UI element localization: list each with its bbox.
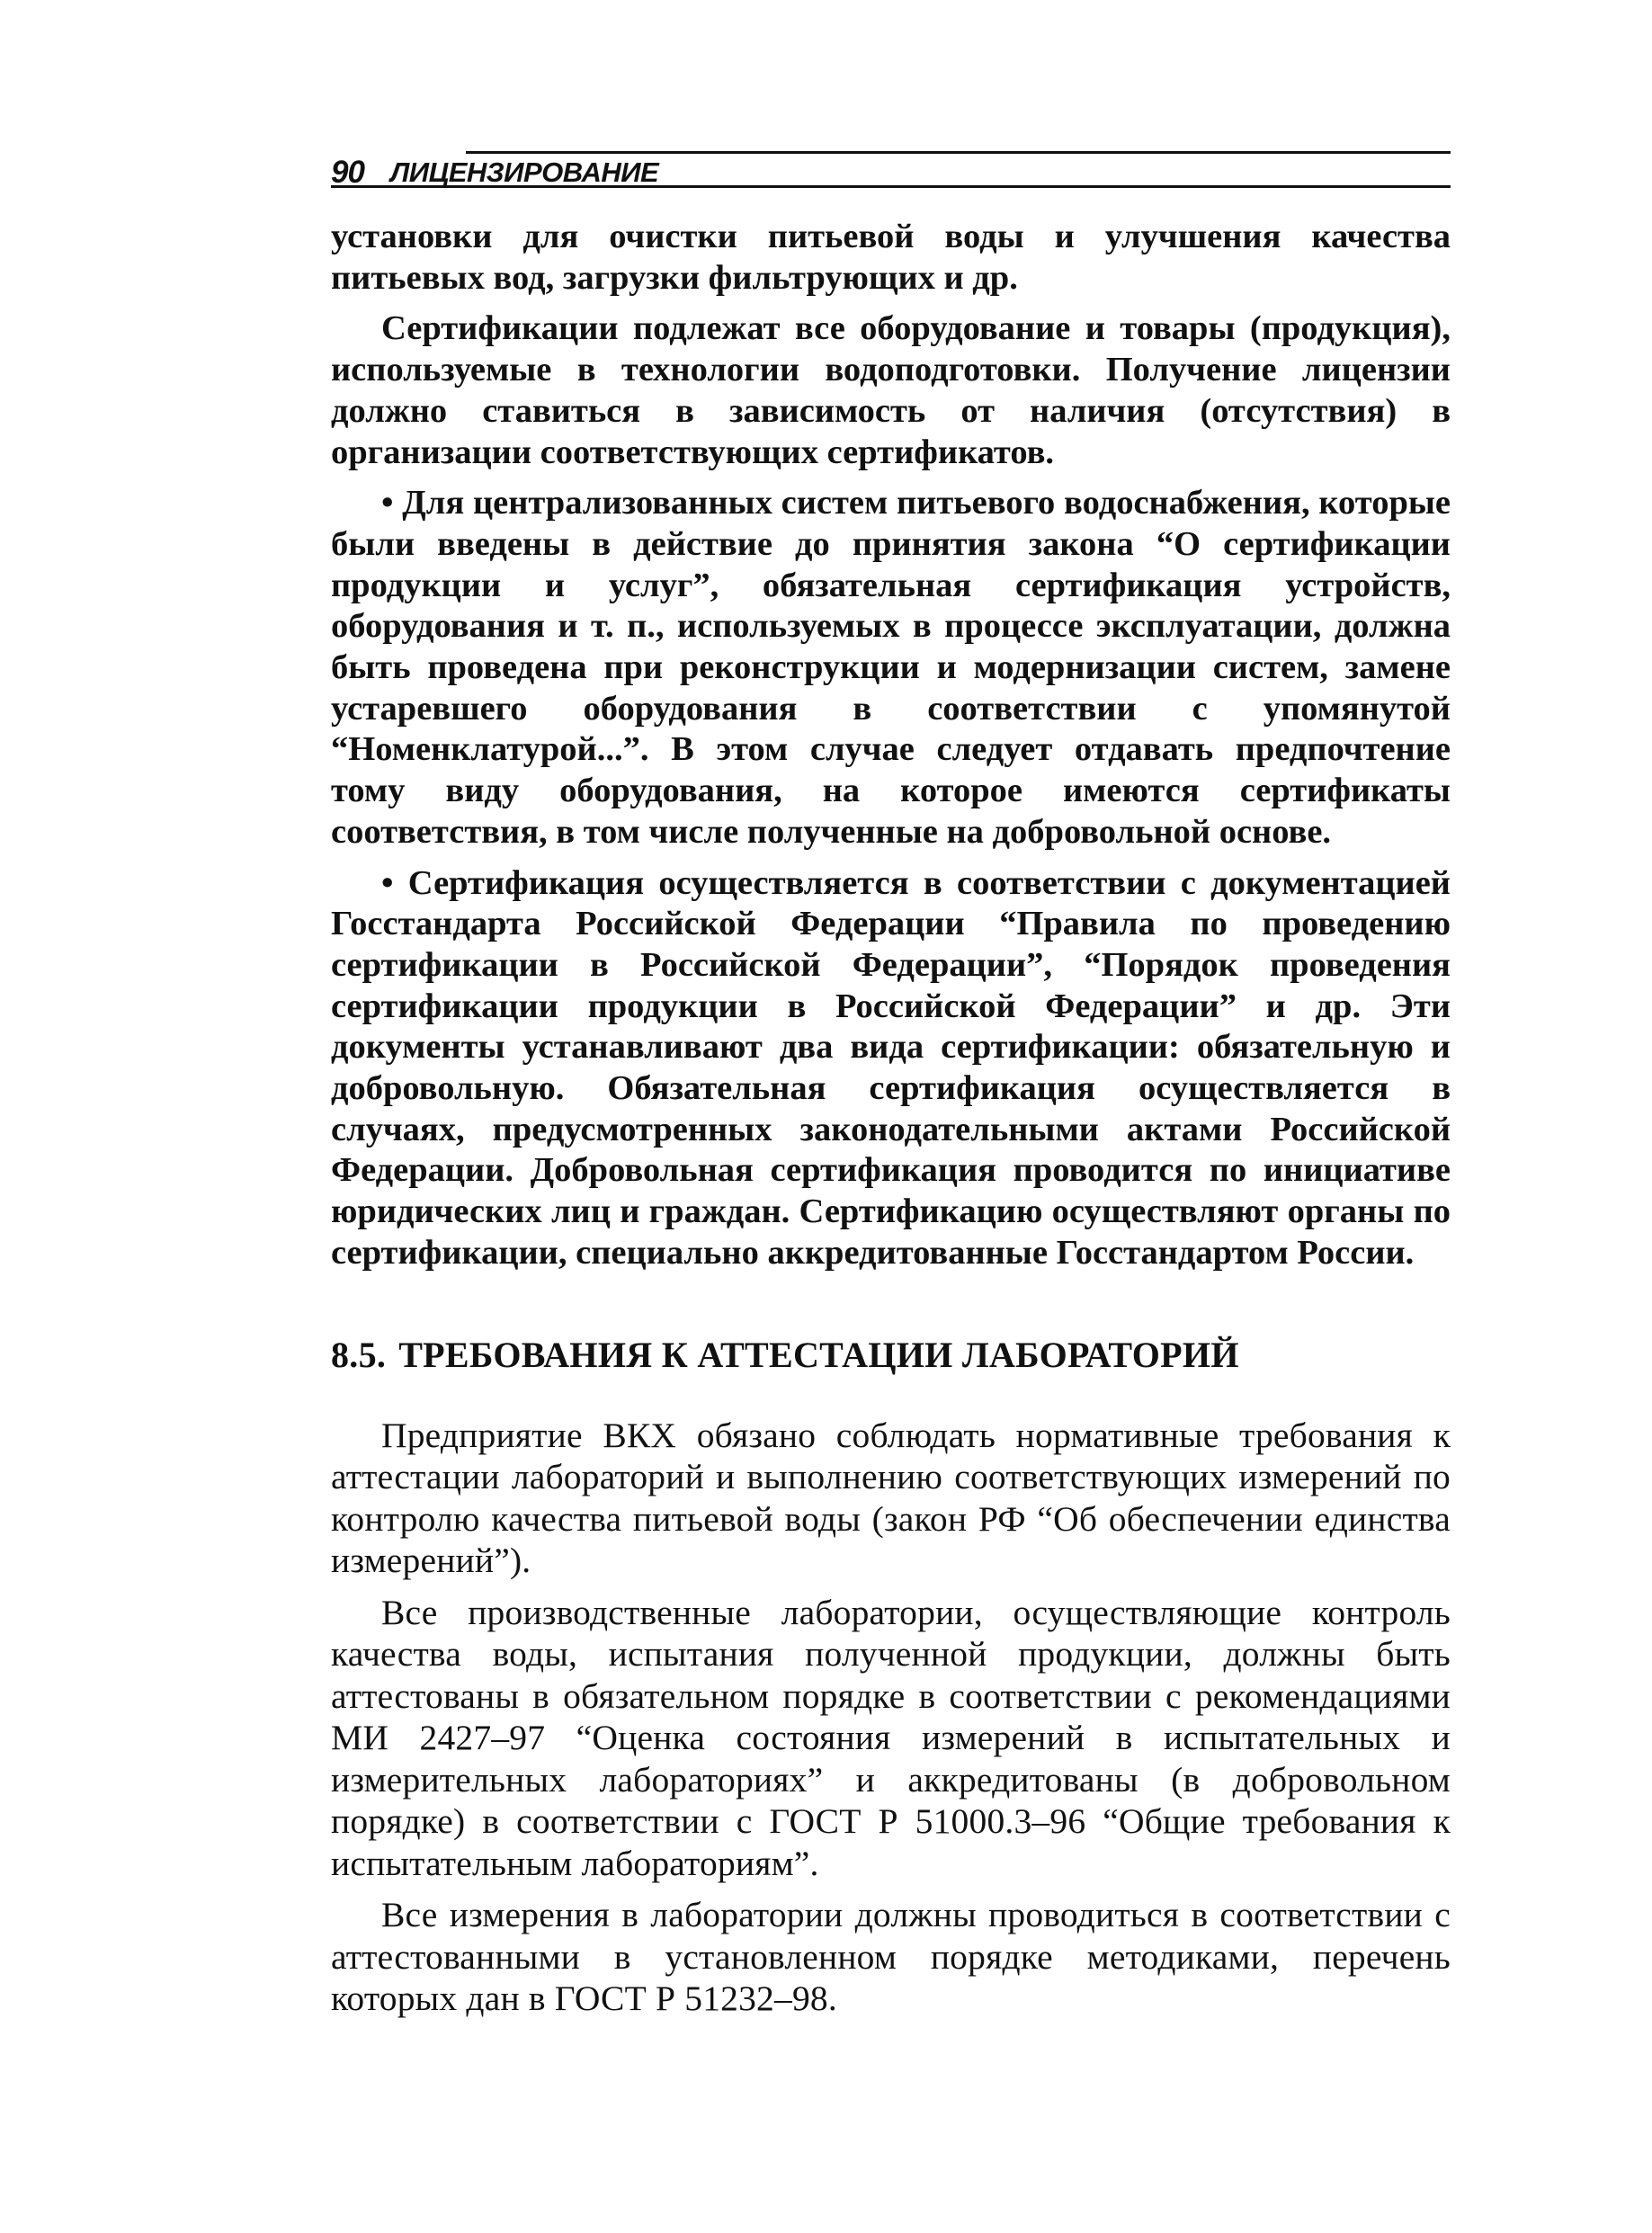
paragraph: Все измерения в лаборатории должны проводиться в соответствии с аттестованными в установленном порядке методиками, перечень которых дан в ГОСТ Р 51232–98. [331,1895,1451,2019]
bullet-paragraph: • Для централизованных систем питьевого водоснабжения, которые были введены в действие до принятия закона “О сертификации продукции и услуг”, обязательная сертификация устройств, оборудования и т. п., используемых в процессе эксплуатации, должна быть проведена при реконструкции и модернизации систем, замене устаревшего оборудования в соответствии с упомянутой “Номенклатурой...”. В этом случае следует отдавать предпочтение тому виду оборудования, на которое имеются сертификаты соответствия, в том числе полученные на добровольной основе. [331,484,1451,851]
bullet-paragraph: • Сертификация осуществляется в соответствии с документацией Госстандарта Российской Федерации “Правила по проведению сертификации в Российской Федерации”, “Порядок проведения сертификации продукции в Российской Федерации” и др. Эти документы устанавливают два вида сертификации: обязательную и добровольную. Обязательная сертификация осуществляется в случаях, предусмотренных законодательными актами Российской Федерации. Добровольная сертификация проводится по инициативе юридических лиц и граждан. Сертификацию осуществляют органы по сертификации, специально аккредитованные Госстандартом России. [331,863,1451,1272]
section-heading [331,1334,1451,1377]
paragraph: Предприятие ВКХ обязано соблюдать нормативные требования к аттестации лабораторий и выполнению соответствующих измерений по контролю качества питьевой воды (закон РФ “Об обеспечении единства измерений”). [331,1415,1451,1581]
page-number: 90 [331,155,364,190]
bold-text-block [331,217,1451,1274]
paragraph: Сертификации подлежат все оборудование и товары (продукция), используемые в технологии водоподготовки. Получение лицензии должно ставиться в зависимость от наличия (отсутствия) в организации соответствующих сертификатов. [331,309,1451,471]
section-number: 8.5. [331,1334,387,1375]
paragraph: Все производственные лаборатории, осуществляющие контроль качества воды, испытания полученной продукции, должны быть аттестованы в обязательном порядке в соответствии с рекомендациями МИ 2427–97 “Оценка состояния измерений в испытательных и измерительных лабораториях” и аккредитованы (в добровольном порядке) в соответствии с ГОСТ Р 51000.3–96 “Общие требования к испытательным лабораториям”. [331,1592,1451,1883]
running-title: ЛИЦЕНЗИРОВАНИЕ [390,156,659,188]
regular-text-block [331,1415,1451,2020]
book-page [331,135,1451,2020]
paragraph: установки для очистки питьевой воды и улучшения качества питьевых вод, загрузки фильтрующих и др. [331,218,1451,297]
section-title: ТРЕБОВАНИЯ К АТТЕСТАЦИИ ЛАБОРАТОРИЙ [398,1334,1239,1375]
page-content [331,217,1451,2020]
running-header [331,135,1451,188]
